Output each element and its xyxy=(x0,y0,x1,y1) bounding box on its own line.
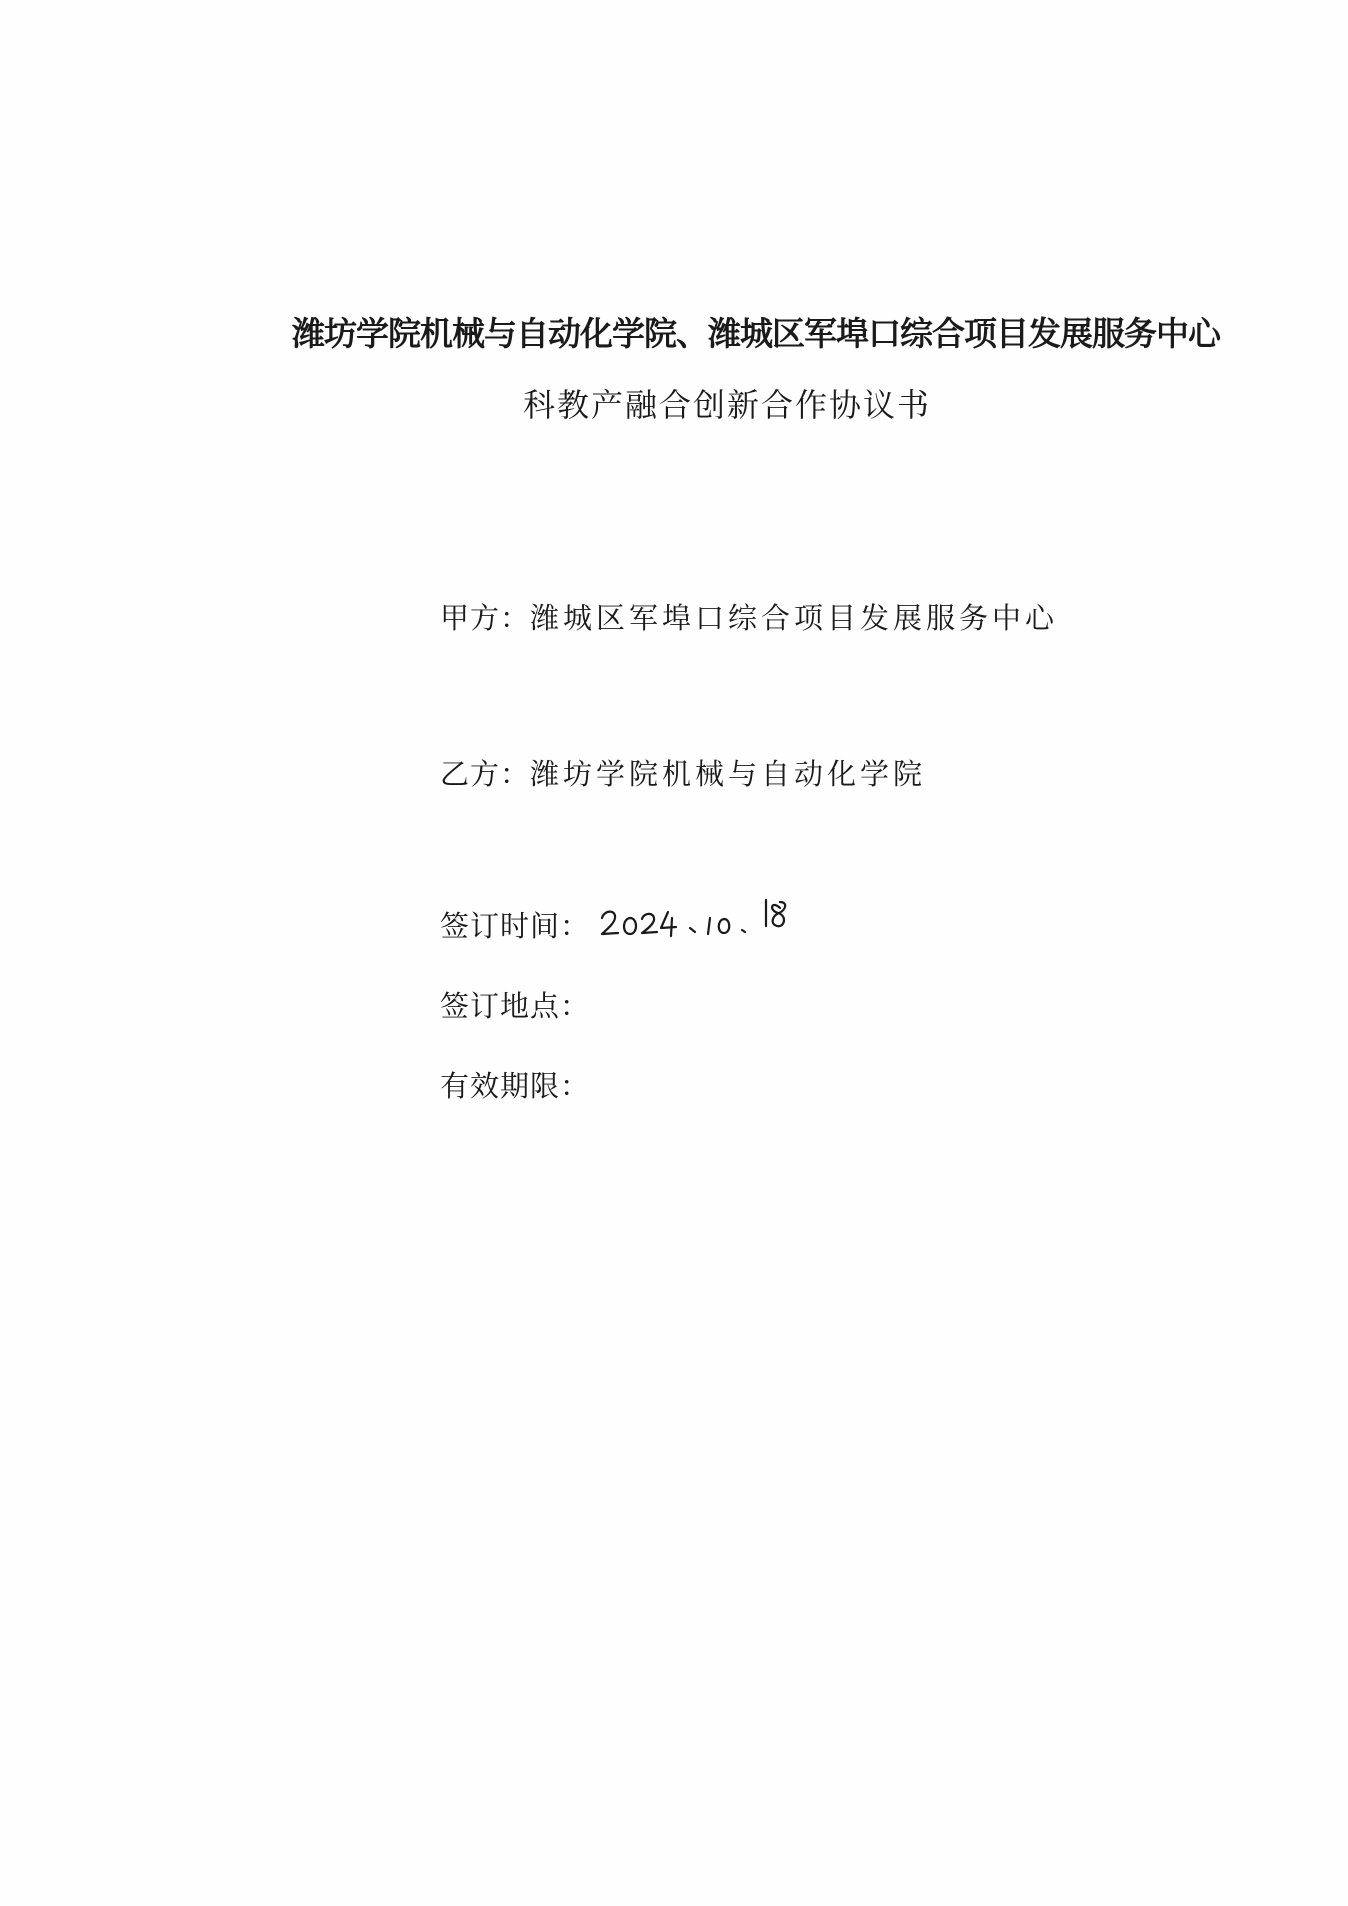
party-b-value: 潍坊学院机械与自动化学院 xyxy=(530,757,927,791)
party-b-row xyxy=(440,752,926,793)
signing-place-row xyxy=(440,984,590,1025)
validity-term-row xyxy=(440,1064,590,1105)
signing-place-label: 签订地点： xyxy=(440,989,591,1023)
validity-term-label: 有效期限： xyxy=(440,1069,591,1103)
handwritten-date-drawing xyxy=(598,888,798,948)
document-title-line2: 科教产融合创新合作协议书 xyxy=(523,386,932,424)
signing-date-label: 签订时间： xyxy=(440,909,591,943)
party-b-label: 乙方： xyxy=(440,757,531,791)
party-a-value: 潍城区军埠口综合项目发展服务中心 xyxy=(530,601,1059,635)
handwritten-date xyxy=(598,888,798,948)
signing-date-row xyxy=(440,904,590,945)
party-a-label: 甲方： xyxy=(440,601,531,635)
document-title-line1: 潍坊学院机械与自动化学院、潍城区军埠口综合项目发展服务中心 xyxy=(292,314,1220,353)
party-a-row xyxy=(440,596,1058,637)
